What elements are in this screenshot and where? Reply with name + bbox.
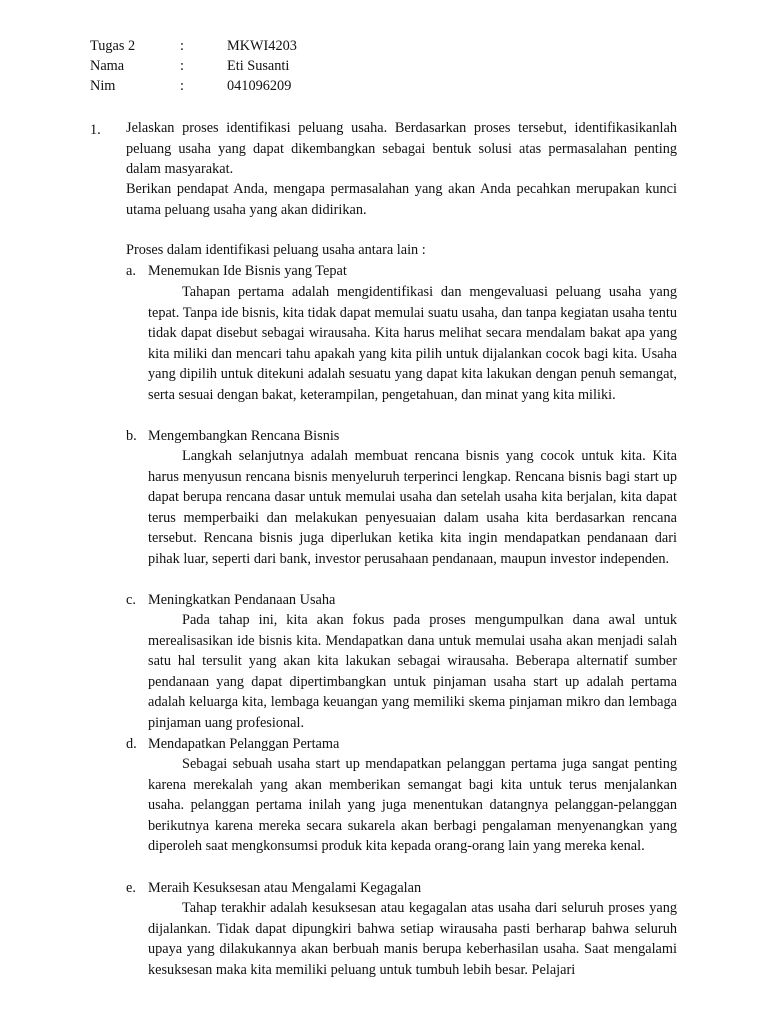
item-body: Langkah selanjutnya adalah membuat rencana bisnis yang cocok untuk kita. Kita harus menyusun rencana bisnis menyeluruh terperinci lengkap. Rencana bisnis bagi start up dapat berupa rencana dasar untuk memulai usaha dan setelah usaha kita berjalan, kita dapat terus memperbaiki dan melakukan penyesuaian dalam usaha kita berdasarkan rencana tersebut. Rencana bisnis juga diperlukan ketika kita ingin mendapatkan pendanaan dari pihak luar, seperti dari bank, investor perusahaan pendanaan, maupun investor independen. [148, 448, 677, 567]
item-title: Meningkatkan Pendanaan Usaha [148, 592, 336, 608]
header-label-name: Nama [90, 58, 125, 74]
question-text: Jelaskan proses identifikasi peluang usaha. Berdasarkan proses tersebut, identifikasikanlah peluang usaha yang dapat dikembangkan sebagai bentuk solusi atas permasalahan penting dalam masyarakat. [126, 120, 677, 177]
item-body: Tahap terakhir adalah kesuksesan atau kegagalan atas usaha dari seluruh proses yang dijalankan. Tidak dapat dipungkiri bahwa setiap wirausaha pasti berharap bahwa seluruh upaya yang dilakukannya akan berbuah manis berupa keberhasilan usaha. Saat mengalami kesuksesan maka kita memiliki peluang untuk tumbuh lebih besar. Pelajari [148, 900, 677, 978]
item-letter: b. [126, 428, 137, 444]
item-letter: a. [126, 263, 136, 279]
answer-intro: Proses dalam identifikasi peluang usaha antara lain : [126, 242, 426, 258]
item-title: Mengembangkan Rencana Bisnis [148, 428, 340, 444]
item-title: Mendapatkan Pelanggan Pertama [148, 736, 340, 752]
header-value-name: Eti Susanti [227, 58, 290, 74]
header-separator: : [180, 78, 184, 94]
item-title: Menemukan Ide Bisnis yang Tepat [148, 263, 347, 279]
header-label-nim: Nim [90, 78, 116, 94]
item-body: Tahapan pertama adalah mengidentifikasi dan mengevaluasi peluang usaha yang tepat. Tanpa ide bisnis, kita tidak dapat memulai suatu usaha, dan tanpa kegiatan usaha tentu tidak dapat disebut sebagai wirausaha. Kita harus melihat secara mendalam bakat apa yang kita miliki dan mencari tahu apakah yang kita pilih untuk dijalankan cocok bagi kita. Usaha yang dipilih untuk ditekuni adalah sesuatu yang dapat kita lakukan dengan penuh semangat, serta sesuai dengan bakat, keterampilan, pengetahuan, dan minat yang kita miliki. [148, 284, 677, 403]
item-title: Meraih Kesuksesan atau Mengalami Kegagalan [148, 880, 422, 896]
header-value-nim: 041096209 [227, 78, 292, 94]
question-text-opinion: Berikan pendapat Anda, mengapa permasalahan yang akan Anda pecahkan merupakan kunci utama peluang usaha yang akan didirikan. [126, 181, 677, 218]
item-body: Pada tahap ini, kita akan fokus pada proses mengumpulkan dana awal untuk merealisasikan ide bisnis kita. Mendapatkan dana untuk memulai usaha akan menjadi salah satu hal tersulit yang akan kita lakukan sebagai wirausaha. Beberapa alternatif sumber pendanaan yang dapat dipertimbangkan untuk pinjaman usaha start up adalah pertama adalah keluarga kita, lembaga keuangan yang memiliki skema pinjaman mikro dan lembaga pinjaman uang profesional. [148, 612, 677, 731]
header-separator: : [180, 58, 184, 74]
item-letter: d. [126, 736, 137, 752]
header-label-task: Tugas 2 [90, 38, 136, 54]
header-separator: : [180, 38, 184, 54]
item-body: Sebagai sebuah usaha start up mendapatkan pelanggan pertama juga sangat penting karena merekalah yang akan memberikan semangat bagi kita untuk terus menjalankan usaha. pelanggan pertama inilah yang juga menentukan datangnya pelanggan-pelanggan berikutnya karena mereka secara sukarela akan berbagi pengalaman menyenangkan yang diperoleh saat mengkonsumsi produk kita kepada orang-orang lain yang mereka kenal. [148, 756, 677, 854]
item-letter: c. [126, 592, 136, 608]
header-value-course-code: MKWI4203 [227, 38, 297, 54]
question-number: 1. [90, 122, 101, 138]
item-letter: e. [126, 880, 136, 896]
